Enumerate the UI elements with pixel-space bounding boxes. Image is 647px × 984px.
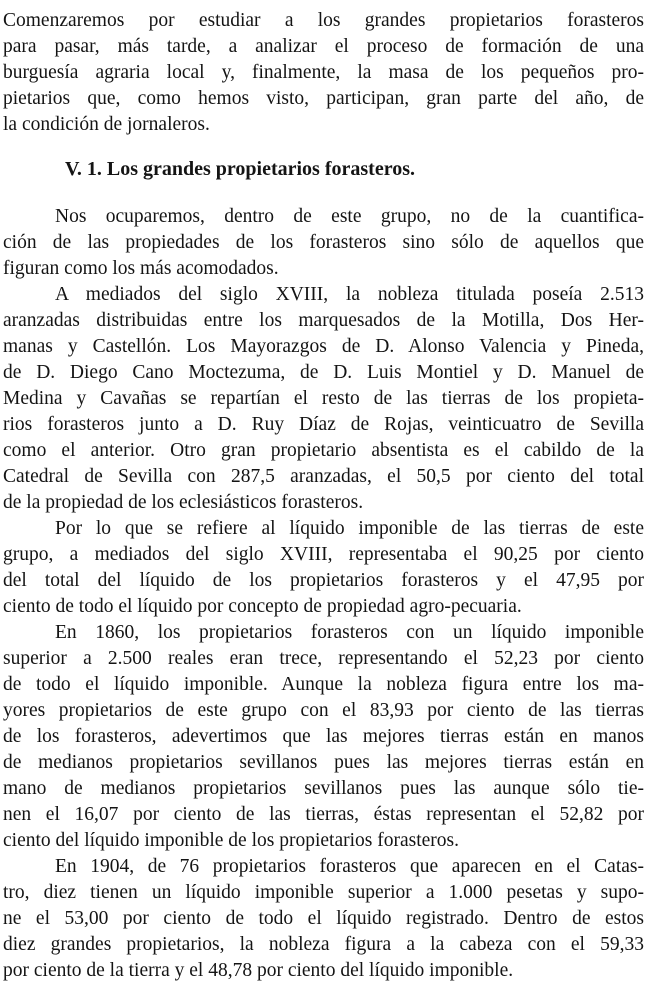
text-line: de medianos propietarios sevillanos pues las mejores tierras están en <box>3 752 644 773</box>
text-line: Catedral de Sevilla con 287,5 aranzadas, el 50,5 por ciento del total <box>3 466 644 487</box>
paragraph <box>3 8 644 138</box>
text-line: burguesía agraria local y, finalmente, la masa de los pequeños pro- <box>3 62 644 83</box>
text-line: por ciento de la tierra y el 48,78 por ciento del líquido imponible. <box>3 960 514 981</box>
text-line: la condición de jornaleros. <box>3 114 210 135</box>
text-line: tro, diez tienen un líquido imponible superior a 1.000 pesetas y supo- <box>3 882 644 903</box>
paragraph <box>3 620 644 854</box>
text-line: En 1860, los propietarios forasteros con un líquido imponible <box>55 622 644 643</box>
text-line: de todo el líquido imponible. Aunque la nobleza figura entre los ma- <box>3 674 644 695</box>
text-line: superior a 2.500 reales eran trece, representando el 52,23 por ciento <box>3 648 644 669</box>
text-line: ción de las propiedades de los forasteros sino sólo de aquellos que <box>3 232 644 253</box>
text-line: de los forasteros, adevertimos que las mejores tierras están en manos <box>3 726 644 747</box>
text-line: Comenzaremos por estudiar a los grandes propietarios forasteros <box>3 10 644 31</box>
text-line: de la propiedad de los eclesiásticos forasteros. <box>3 492 364 513</box>
paragraph <box>3 282 644 516</box>
text-line: de D. Diego Cano Moctezuma, de D. Luis Montiel y D. Manuel de <box>3 362 644 383</box>
text-line: nen el 16,07 por ciento de las tierras, éstas representan el 52,82 por <box>3 804 644 825</box>
section-heading: V. 1. Los grandes propietarios forasteros. <box>65 158 415 180</box>
text-line: ciento del líquido imponible de los propietarios forasteros. <box>3 830 459 851</box>
text-line: En 1904, de 76 propietarios forasteros que aparecen en el Catas- <box>55 856 644 877</box>
paragraph <box>3 516 644 620</box>
text-line: pietarios que, como hemos visto, participan, gran parte del año, de <box>3 88 644 109</box>
text-line: ciento de todo el líquido por concepto de propiedad agro-pecuaria. <box>3 596 522 617</box>
text-line: Por lo que se refiere al líquido imponible de las tierras de este <box>55 518 644 539</box>
text-line: figuran como los más acomodados. <box>3 258 279 279</box>
text-line: diez grandes propietarios, la nobleza figura a la cabeza con el 59,33 <box>3 934 644 955</box>
text-line: Nos ocuparemos, dentro de este grupo, no de la cuantifica- <box>55 206 644 227</box>
paragraph <box>3 854 644 984</box>
text-line: ne el 53,00 por ciento de todo el líquido registrado. Dentro de estos <box>3 908 644 929</box>
text-line: manas y Castellón. Los Mayorazgos de D. Alonso Valencia y Pineda, <box>3 336 644 357</box>
text-line: como el anterior. Otro gran propietario absentista es el cabildo de la <box>3 440 644 461</box>
text-line: Medina y Cavañas se repartían el resto de las tierras de los propieta- <box>3 388 644 409</box>
text-line: del total del líquido de los propietarios forasteros y el 47,95 por <box>3 570 644 591</box>
text-line: para pasar, más tarde, a analizar el proceso de formación de una <box>3 36 644 57</box>
text-line: yores propietarios de este grupo con el 83,93 por ciento de las tierras <box>3 700 644 721</box>
text-line: rios forasteros junto a D. Ruy Díaz de Rojas, veinticuatro de Sevilla <box>3 414 644 435</box>
text-line: aranzadas distribuidas entre los marquesados de la Motilla, Dos Her- <box>3 310 644 331</box>
page-text <box>3 8 644 984</box>
text-line: grupo, a mediados del siglo XVIII, representaba el 90,25 por ciento <box>3 544 644 565</box>
text-line: A mediados del siglo XVIII, la nobleza titulada poseía 2.513 <box>55 284 644 305</box>
text-line: mano de medianos propietarios sevillanos pues las aunque sólo tie- <box>3 778 644 799</box>
paragraph <box>3 204 644 282</box>
